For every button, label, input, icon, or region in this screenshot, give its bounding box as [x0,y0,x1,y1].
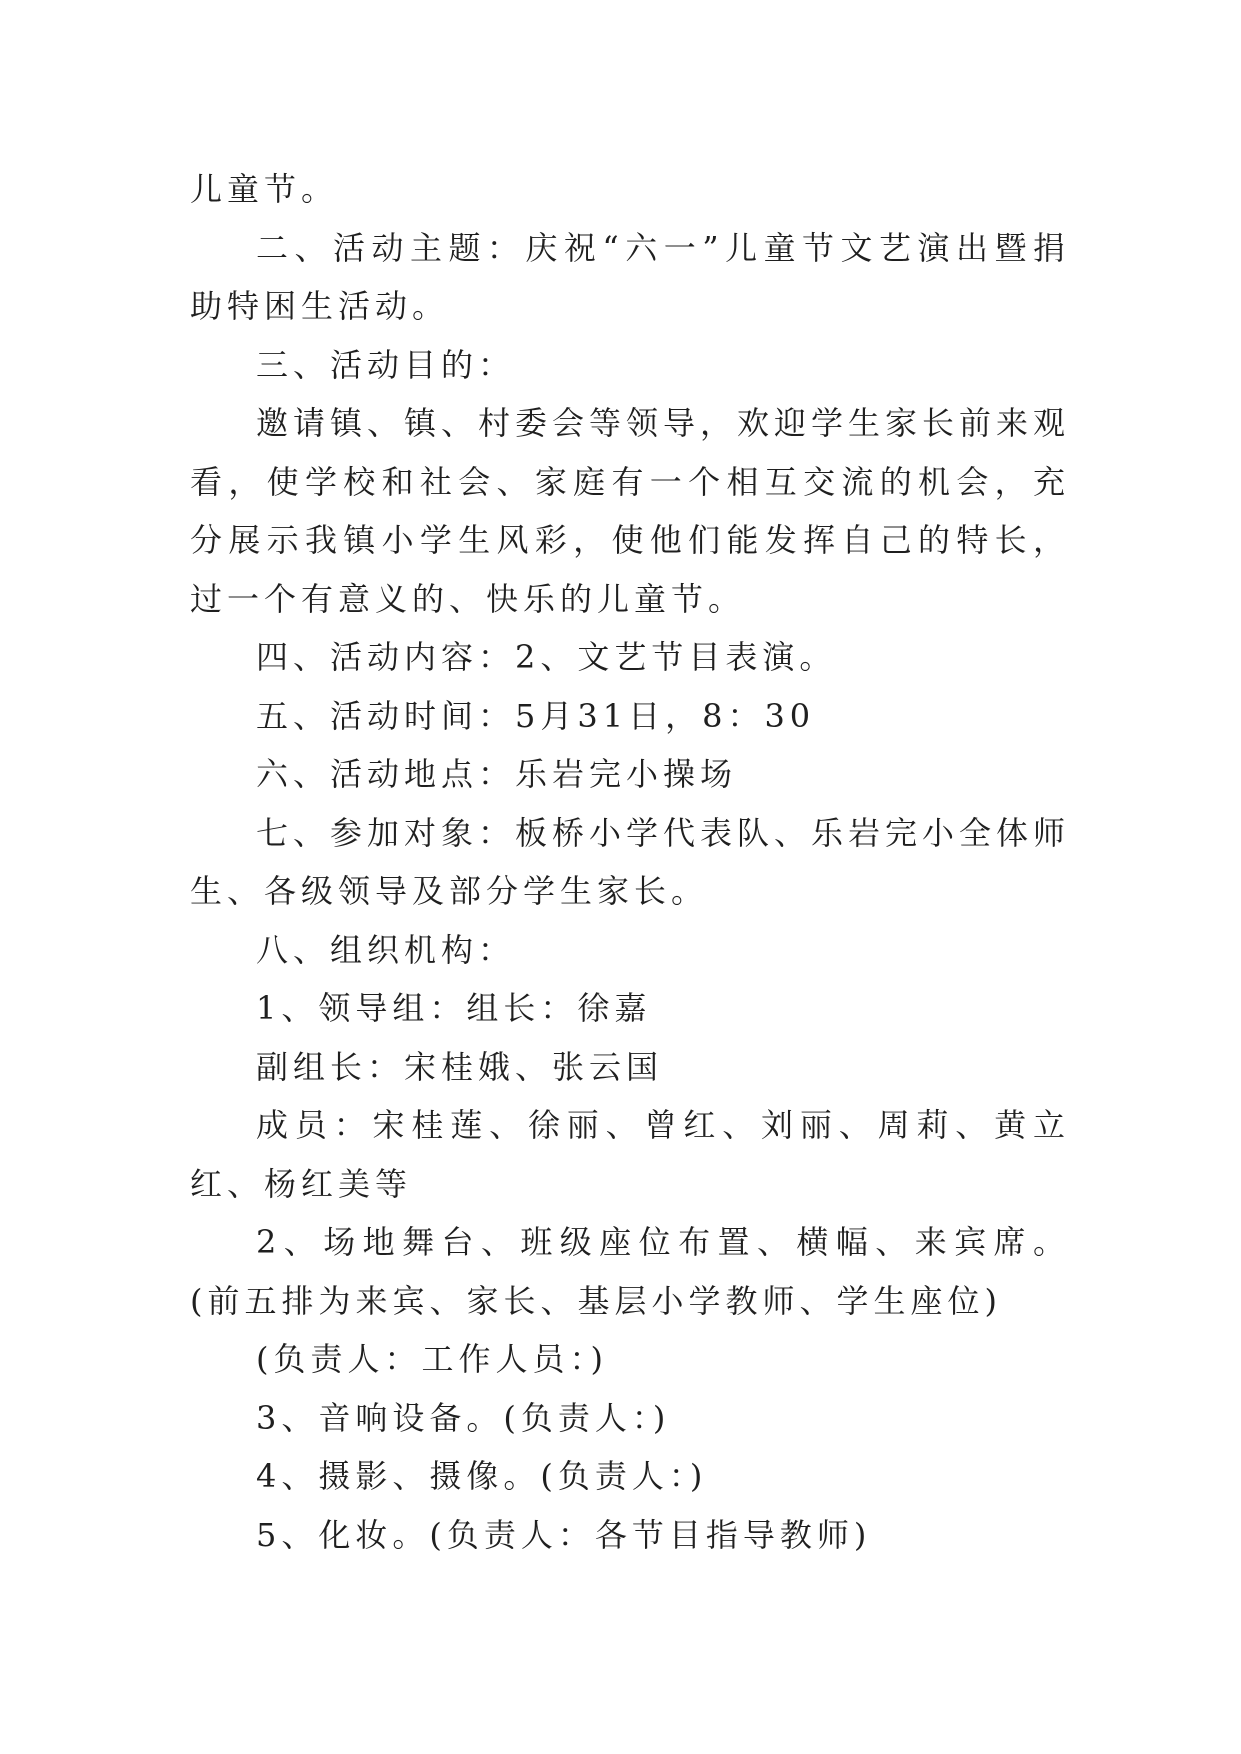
paragraph-activity-theme: 二、活动主题：庆祝“六一”儿童节文艺演出暨捐助特困生活动。 [190,228,1070,325]
paragraph-venue-setup: 2、场地舞台、班级座位布置、横幅、来宾席。(前五排为来宾、家长、基层小学教师、学生座位) [190,1223,1070,1320]
paragraph-participants: 七、参加对象：板桥小学代表队、乐岩完小全体师生、各级领导及部分学生家长。 [190,813,1071,910]
paragraph-members: 成员：宋桂莲、徐丽、曾红、刘丽、周莉、黄立红、杨红美等 [190,1106,1070,1203]
paragraph-activity-purpose: 邀请镇、镇、村委会等领导，欢迎学生家长前来观看，使学校和社会、家庭有一个相互交流的机会，充分展示我镇小学生风彩，使他们能发挥自己的特长，过一个有意义的、快乐的儿童节。 [190,404,1071,618]
paragraph-venue-responsible: (负责人：工作人员：) [256,1340,608,1378]
document-body [190,160,1070,1564]
paragraph-activity-location: 六、活动地点：乐岩完小操场 [256,755,738,793]
paragraph-activity-purpose-heading: 三、活动目的： [256,345,516,384]
paragraph-organization-heading: 八、组织机构： [256,930,516,969]
paragraph-continuation: 儿童节。 [190,170,339,208]
paragraph-sound-equipment: 3、音响设备。(负责人：) [256,1398,671,1437]
paragraph-activity-time: 五、活动时间：5月31日，8：30 [256,696,816,735]
paragraph-makeup: 5、化妆。(负责人：各节目指导教师) [256,1515,872,1554]
paragraph-photography: 4、摄影、摄像。(负责人：) [256,1457,708,1495]
paragraph-deputy-leaders: 副组长：宋桂娥、张云国 [256,1047,664,1086]
paragraph-leadership-group: 1、领导组：组长：徐嘉 [256,989,652,1027]
paragraph-activity-content: 四、活动内容：2、文艺节目表演。 [256,638,837,676]
